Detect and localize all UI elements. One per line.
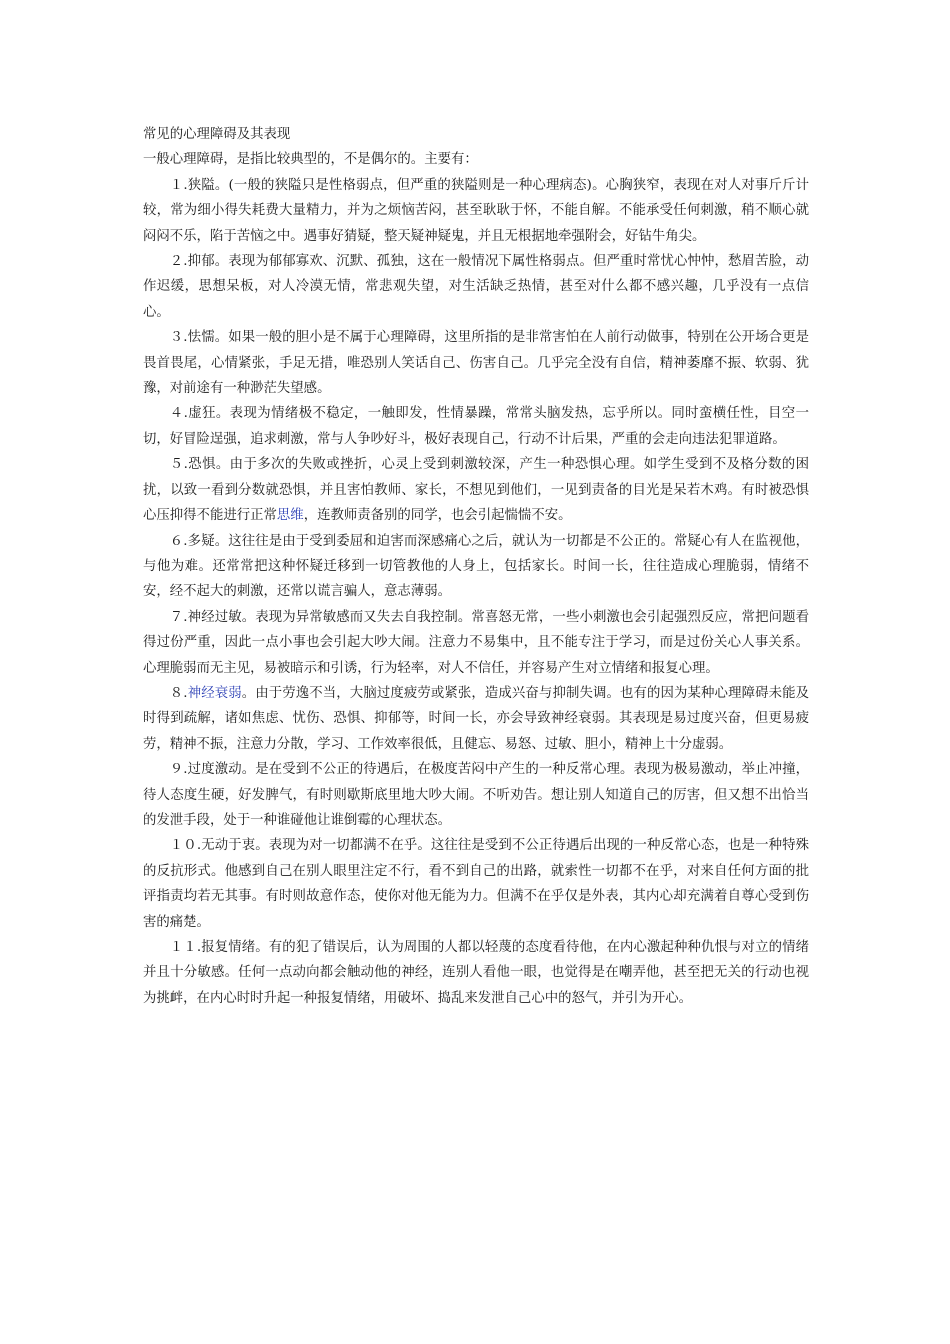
symptom-paragraph	[143, 529, 809, 605]
document-intro: 一般心理障碍，是指比较典型的，不是偶尔的。主要有：	[143, 152, 478, 168]
symptom-paragraph	[143, 605, 809, 681]
paragraph-text: ，连教师责备别的同学，也会引起惴惴不安。	[303, 508, 572, 524]
paragraph-text: ３.怯懦。如果一般的胆小是不属于心理障碍，这里所指的是非常害怕在人前行动做事，特别在公开场合更是畏首畏尾，心情紧张，手足无措，唯恐别人笑话自己、伤害自己。几乎完全没有自信，精神萎靡不振、软弱、犹豫，对前途有一种渺茫失望感。	[143, 330, 809, 397]
paragraph-text: ４.虚狂。表现为情绪极不稳定，一触即发，性情暴躁，常常头脑发热，忘乎所以。同时蛮横任性，目空一切，好冒险逞强，追求刺激，常与人争吵好斗，极好表现自己，行动不计后果，严重的会走向违法犯罪道路。	[143, 406, 809, 447]
keyword-link[interactable]: 思维	[276, 508, 304, 524]
symptom-paragraph	[143, 757, 809, 833]
symptom-paragraph	[143, 681, 809, 757]
paragraph-text: ８.	[169, 685, 188, 701]
keyword-link[interactable]: 神经衰弱	[187, 685, 242, 701]
symptom-paragraph	[143, 401, 809, 452]
paragraph-text: ６.多疑。这往往是由于受到委屈和迫害而深感痛心之后，就认为一切都是不公正的。常疑心有人在监视他，与他为难。还常常把这种怀疑迁移到一切管教他的人身上，包括家长。时间一长，往往造成心理脆弱，情绪不安，经不起大的刺激，还常以谎言骗人，意志薄弱。	[143, 533, 809, 600]
document-title: 常见的心理障碍及其表现	[143, 127, 291, 142]
symptom-paragraph	[143, 173, 809, 249]
document-body	[143, 122, 809, 1011]
paragraph-text: １１.报复情绪。有的犯了错误后，认为周围的人都以轻蔑的态度看待他，在内心激起种种仇恨与对立的情绪并且十分敏感。任何一点动向都会触动他的神经，连别人看他一眼，也觉得是在嘲弄他，甚至把无关的行动也视为挑衅，在内心时时升起一种报复情绪，用破坏、捣乱来发泄自己心中的怒气，并引为开心。	[143, 940, 809, 1006]
paragraph-text: ９.过度激动。是在受到不公正的待遇后，在极度苦闷中产生的一种反常心理。表现为极易激动，举止冲撞，待人态度生硬，好发脾气，有时则歇斯底里地大吵大闹。不听劝告。想让别人知道自己的厉害，但又想不出恰当的发泄手段，处于一种谁碰他让谁倒霉的心理状态。	[143, 762, 809, 828]
symptom-paragraph	[143, 452, 809, 528]
paragraph-text: １.狭隘。(一般的狭隘只是性格弱点，但严重的狭隘则是一种心理病态)。心胸狭窄，表现在对人对事斤斤计较，常为细小得失耗费大量精力，并为之烦恼苦闷，甚至耿耿于怀，不能自解。不能承受任何刺激，稍不顺心就闷闷不乐，陷于苦恼之中。遇事好猜疑，整天疑神疑鬼，并且无根据地牵强附会，好钻牛角尖。	[143, 177, 809, 244]
symptom-paragraph	[143, 935, 809, 1011]
symptom-paragraph	[143, 833, 809, 935]
symptom-list	[143, 173, 809, 1011]
paragraph-text: ７.神经过敏。表现为异常敏感而又失去自我控制。常喜怒无常，一些小刺激也会引起强烈反应，常把问题看得过份严重，因此一点小事也会引起大吵大闹。注意力不易集中，且不能专注于学习，而是过份关心人事关系。心理脆弱而无主见，易被暗示和引诱，行为轻率，对人不信任，并容易产生对立情绪和报复心理。	[143, 609, 809, 676]
symptom-paragraph	[143, 249, 809, 325]
paragraph-text: 。由于劳逸不当，大脑过度疲劳或紧张，造成兴奋与抑制失调。也有的因为某种心理障碍未能及时得到疏解，诸如焦虑、忧伤、恐惧、抑郁等，时间一长，亦会导致神经衰弱。其表现是易过度兴奋，但更易疲劳，精神不振，注意力分散，学习、工作效率很低，且健忘、易怒、过敏、胆小，精神上十分虚弱。	[143, 685, 810, 752]
paragraph-text: ２.抑郁。表现为郁郁寡欢、沉默、孤独，这在一般情况下属性格弱点。但严重时常忧心忡忡，愁眉苦脸，动作迟缓，思想呆板，对人冷漠无情，常悲观失望，对生活缺乏热情，甚至对什么都不感兴趣，几乎没有一点信心。	[143, 254, 809, 320]
paragraph-text: １０.无动于衷。表现为对一切都满不在乎。这往往是受到不公正待遇后出现的一种反常心态，也是一种特殊的反抗形式。他感到自己在别人眼里注定不行，看不到自己的出路，就索性一切都不在乎，对来自任何方面的批评指责均若无其事。有时则故意作态，使你对他无能为力。但满不在乎仅是外表，其内心却充满着自尊心受到伤害的痛楚。	[143, 838, 809, 930]
paragraph-text: ５.恐惧。由于多次的失败或挫折，心灵上受到刺激较深，产生一种恐惧心理。如学生受到不及格分数的困扰，以致一看到分数就恐惧，并且害怕教师、家长，不想见到他们，一见到责备的目光是呆若木鸡。有时被恐惧心压抑得不能进行正常	[143, 457, 809, 524]
symptom-paragraph	[143, 325, 809, 401]
